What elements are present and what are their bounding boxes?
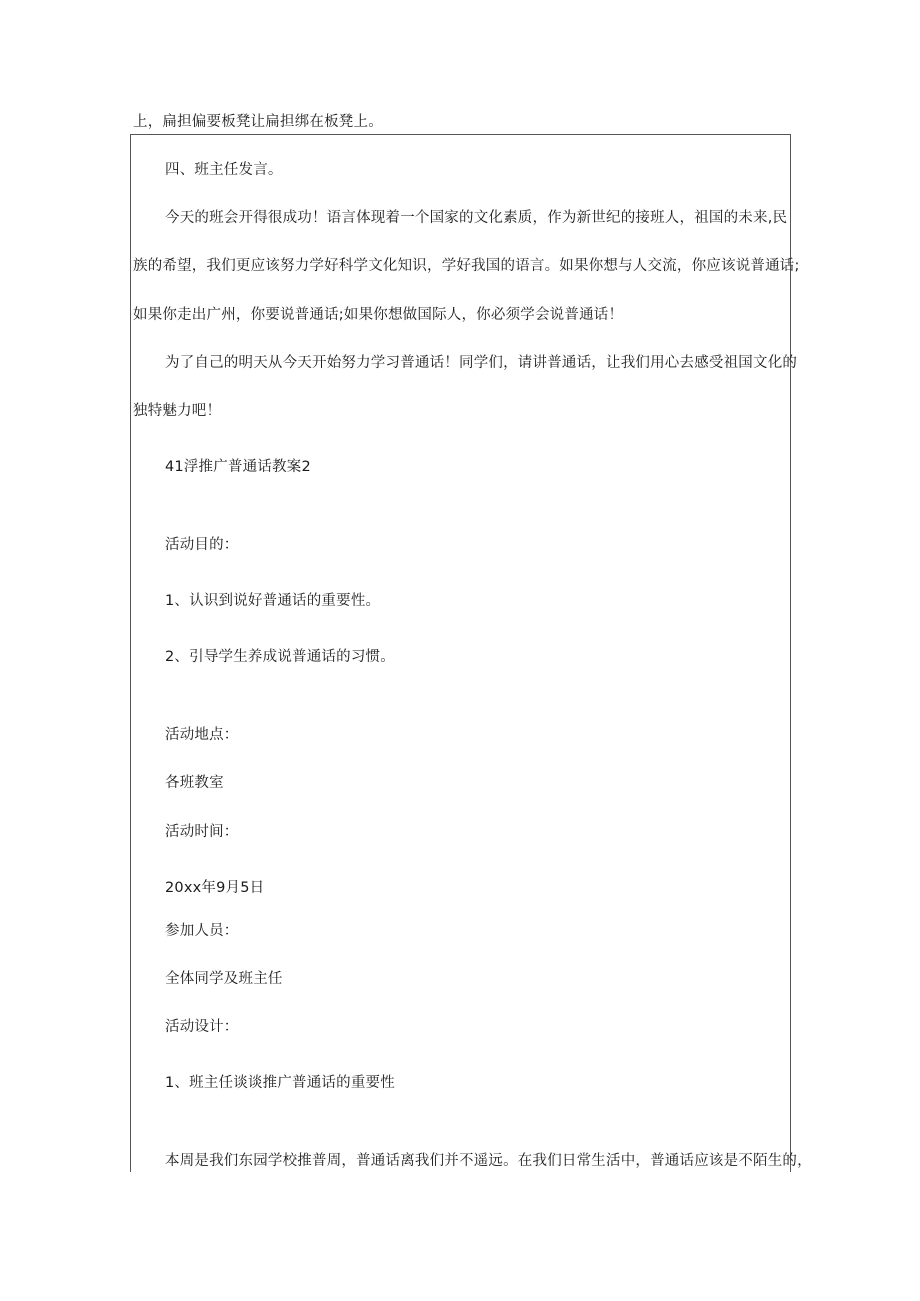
paragraph-line: 如果你走出广州，你要说普通话;如果你想做国际人，你必须学会说普通话！ (133, 307, 624, 323)
paragraph-line: 1、班主任谈谈推广普通话的重要性 (165, 1075, 395, 1091)
paragraph-line: 四、班主任发言。 (165, 162, 283, 178)
paragraph-line: 各班教室 (165, 775, 224, 791)
paragraph-line: 活动地点： (165, 727, 239, 743)
paragraph-line: 本周是我们东园学校推普周，普通话离我们并不遥远。在我们日常生活中，普通话应该是不陌生的， (165, 1153, 812, 1169)
paragraph-line: 族的希望，我们更应该努力学好科学文化知识，学好我国的语言。如果你想与人交流，你应该说普通话; (133, 258, 800, 274)
paragraph-line: 20xx年9月5日 (165, 880, 265, 896)
paragraph-line: 活动时间： (165, 824, 239, 840)
paragraph-line: 2、引导学生养成说普通话的习惯。 (165, 649, 395, 665)
paragraph-line: 参加人员： (165, 923, 239, 939)
paragraph-line: 全体同学及班主任 (165, 971, 283, 987)
paragraph-line: 活动设计： (165, 1019, 239, 1035)
paragraph-line: 41浮推广普通话教案2 (165, 459, 311, 475)
paragraph-line: 1、认识到说好普通话的重要性。 (165, 593, 381, 609)
carryover-text: 上，扁担偏要板凳让扁担绑在板凳上。 (133, 114, 383, 130)
paragraph-line: 今天的班会开得很成功！语言体现着一个国家的文化素质，作为新世纪的接班人，祖国的未来,民 (165, 210, 788, 226)
paragraph-line: 独特魅力吧！ (133, 403, 222, 419)
paragraph-line: 为了自己的明天从今天开始努力学习普通话！同学们，请讲普通话，让我们用心去感受祖国文化的 (165, 355, 798, 371)
paragraph-line: 活动目的： (165, 537, 239, 553)
